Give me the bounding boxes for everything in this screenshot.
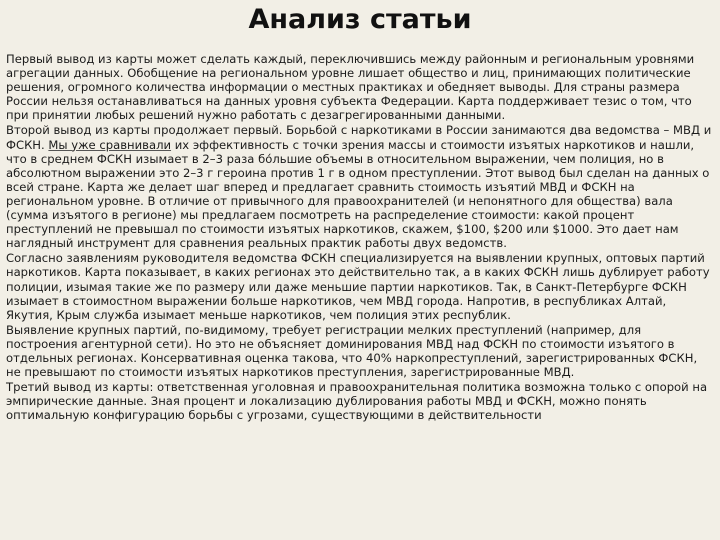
paragraph-third-conclusion: Третий вывод из карты: ответственная уголовная и правоохранительная политика возможна только с опорой на эмпирические данные. Зная процент и локализацию дублирования работы МВД и ФСКН, можно понять оптимальную конфигурацию борьбы с угрозами, существующими в действительности	[6, 380, 708, 423]
paragraph-text: их эффективность с точки зрения массы и стоимости изъятых наркотиков и нашли, что в среднем ФСКН изымает в 2–3 раза бо́льшие объемы в относительном выражении, чем полиция, но в абсолютном выражении это 2–3 г героина против 1 г в одном преступлении. Этот вывод был сделан на данных о всей стране. Карта же делает шаг вперед и предлагает сравнить стоимость изъятий МВД и ФСКН на региональном уровне. В отличие от привычного для правоохранителей (и непонятного для общества) вала (сумма изъятого в регионе) мы предлагаем посмотреть на распределение стоимости: какой процент преступлений не превышал по стоимости изъятых наркотиков, скажем, $100, $200 или $1000. Это дает нам наглядный инструмент для сравнения реальных практик работы двух ведомств.	[6, 137, 710, 251]
paragraph-large-batches: Выявление крупных партий, по-видимому, требует регистрации мелких преступлений (например, для построения агентурной сети). Но это не объясняет доминирования МВД над ФСКН по стоимости изъятого в отдельных регионах. Консервативная оценка такова, что 40% наркопреступлений, зарегистрированных ФСКН, не превышают по стоимости изъятых наркотиков преступления, зарегистрированные МВД.	[6, 322, 698, 380]
paragraph-second-conclusion	[6, 123, 714, 250]
paragraph-text: Второй вывод из карты продолжает первый. Борьбой с наркотиками в России занимаются два ведомства – МВД и ФСКН.	[6, 123, 712, 152]
slide-title: Анализ статьи	[248, 4, 472, 35]
already-compared-link[interactable]: Мы уже сравнивали	[48, 137, 172, 152]
paragraph-first-conclusion: Первый вывод из карты может сделать каждый, переключившись между районным и региональным уровнями агрегации данных. Обобщение на региональном уровне лишает общество и лиц, принимающих политические решения, огромного количества информации о местных практиках и обедняет выводы. Для страны размера России нельзя останавливаться на данных уровня субъекта Федерации. Карта поддерживает тезис о том, что при принятии любых решений нужно работать с дезагрегированными данными.	[6, 52, 695, 123]
slide-body	[6, 52, 714, 423]
paragraph-fskn-statement: Согласно заявлениям руководителя ведомства ФСКН специализируется на выявлении крупных, оптовых партий наркотиков. Карта показывает, в каких регионах это действительно так, а в каких ФСКН лишь дублирует работу полиции, изымая такие же по размеру или даже меньшие партии наркотиков. Так, в Санкт-Петербурге ФСКН изымает в стоимостном выражении больше наркотиков, чем МВД города. Напротив, в республиках Алтай, Якутия, Крым служба изымает меньше наркотиков, чем полиция этих республик.	[6, 251, 710, 322]
